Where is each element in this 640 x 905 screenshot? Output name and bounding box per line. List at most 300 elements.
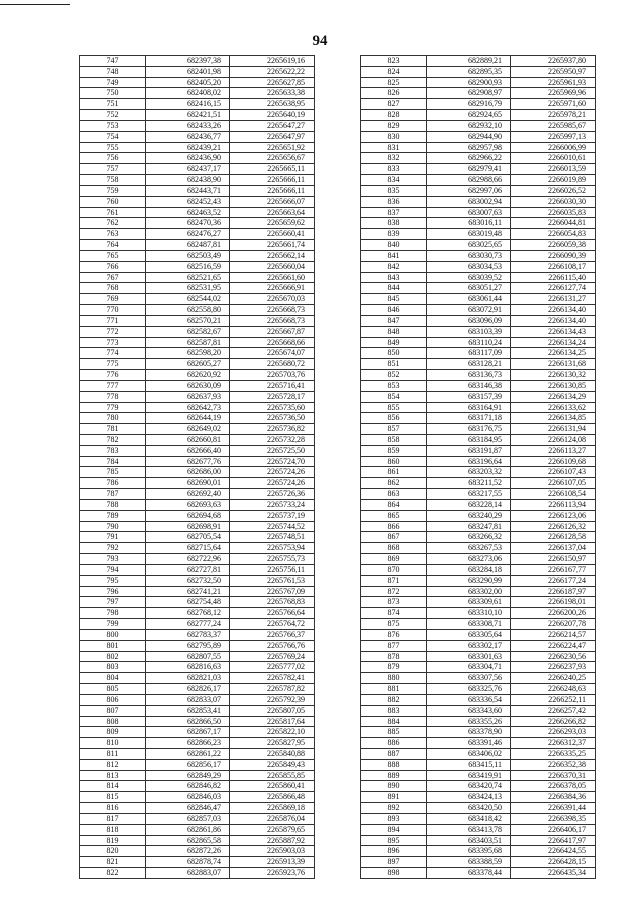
x-coordinate-cell: 683420,50 — [427, 803, 511, 814]
y-coordinate-cell: 2265971,60 — [511, 99, 596, 110]
x-coordinate-cell: 683343,60 — [427, 705, 511, 716]
x-coordinate-cell: 683267,53 — [427, 543, 511, 554]
y-coordinate-cell: 2266237,93 — [511, 662, 596, 673]
x-coordinate-cell: 683336,54 — [427, 694, 511, 705]
x-coordinate-cell: 683072,91 — [427, 305, 511, 316]
y-coordinate-cell: 2265766,64 — [230, 608, 315, 619]
point-number-cell: 809 — [80, 727, 146, 738]
table-row — [80, 770, 315, 781]
x-coordinate-cell: 682605,27 — [146, 359, 230, 370]
x-coordinate-cell: 682443,71 — [146, 185, 230, 196]
x-coordinate-cell: 683395,68 — [427, 846, 511, 857]
point-number-cell: 829 — [361, 120, 427, 131]
table-row — [361, 586, 596, 597]
x-coordinate-cell: 682693,63 — [146, 499, 230, 510]
table-row — [80, 694, 315, 705]
x-coordinate-cell: 683103,39 — [427, 326, 511, 337]
y-coordinate-cell: 2266134,43 — [511, 326, 596, 337]
point-number-cell: 766 — [80, 261, 146, 272]
x-coordinate-cell: 683016,11 — [427, 218, 511, 229]
x-coordinate-cell: 683034,53 — [427, 261, 511, 272]
table-row — [80, 153, 315, 164]
table-row — [80, 240, 315, 251]
point-number-cell: 765 — [80, 250, 146, 261]
y-coordinate-cell: 2266054,83 — [511, 229, 596, 240]
table-row — [361, 196, 596, 207]
point-number-cell: 893 — [361, 813, 427, 824]
table-row — [361, 554, 596, 565]
x-coordinate-cell: 682487,81 — [146, 240, 230, 251]
table-row — [361, 185, 596, 196]
y-coordinate-cell: 2265735,60 — [230, 402, 315, 413]
point-number-cell: 773 — [80, 337, 146, 348]
table-row — [80, 868, 315, 879]
point-number-cell: 793 — [80, 554, 146, 565]
x-coordinate-cell: 682598,20 — [146, 348, 230, 359]
point-number-cell: 823 — [361, 56, 427, 67]
point-number-cell: 759 — [80, 185, 146, 196]
x-coordinate-cell: 683403,51 — [427, 835, 511, 846]
x-coordinate-cell: 682900,93 — [427, 77, 511, 88]
table-row — [80, 359, 315, 370]
point-number-cell: 881 — [361, 684, 427, 695]
x-coordinate-cell: 682908,97 — [427, 88, 511, 99]
point-number-cell: 761 — [80, 207, 146, 218]
x-coordinate-cell: 682397,38 — [146, 56, 230, 67]
y-coordinate-cell: 2265666,11 — [230, 175, 315, 186]
y-coordinate-cell: 2266134,29 — [511, 391, 596, 402]
table-row — [80, 608, 315, 619]
y-coordinate-cell: 2265764,72 — [230, 619, 315, 630]
y-coordinate-cell: 2265666,07 — [230, 196, 315, 207]
table-row — [361, 608, 596, 619]
x-coordinate-cell: 683266,32 — [427, 532, 511, 543]
y-coordinate-cell: 2265737,19 — [230, 510, 315, 521]
x-coordinate-cell: 683420,74 — [427, 781, 511, 792]
y-coordinate-cell: 2265665,11 — [230, 164, 315, 175]
table-row — [80, 315, 315, 326]
x-coordinate-cell: 682826,17 — [146, 684, 230, 695]
y-coordinate-cell: 2265703,76 — [230, 370, 315, 381]
y-coordinate-cell: 2266150,97 — [511, 554, 596, 565]
y-coordinate-cell: 2265840,88 — [230, 749, 315, 760]
table-row — [361, 305, 596, 316]
y-coordinate-cell: 2266010,61 — [511, 153, 596, 164]
header-rule — [0, 4, 70, 5]
x-coordinate-cell: 682866,23 — [146, 738, 230, 749]
y-coordinate-cell: 2265876,04 — [230, 813, 315, 824]
x-coordinate-cell: 683051,27 — [427, 283, 511, 294]
table-row — [361, 868, 596, 879]
point-number-cell: 824 — [361, 66, 427, 77]
point-number-cell: 879 — [361, 662, 427, 673]
x-coordinate-cell: 682768,12 — [146, 608, 230, 619]
table-row — [80, 175, 315, 186]
y-coordinate-cell: 2265822,10 — [230, 727, 315, 738]
y-coordinate-cell: 2266113,94 — [511, 499, 596, 510]
y-coordinate-cell: 2265787,82 — [230, 684, 315, 695]
table-row — [361, 803, 596, 814]
table-row — [80, 489, 315, 500]
point-number-cell: 795 — [80, 575, 146, 586]
table-row — [80, 564, 315, 575]
table-row — [80, 391, 315, 402]
point-number-cell: 858 — [361, 434, 427, 445]
table-row — [80, 348, 315, 359]
table-row — [80, 196, 315, 207]
x-coordinate-cell: 683240,29 — [427, 510, 511, 521]
table-row — [361, 337, 596, 348]
x-coordinate-cell: 682966,22 — [427, 153, 511, 164]
y-coordinate-cell: 2266167,77 — [511, 564, 596, 575]
point-number-cell: 791 — [80, 532, 146, 543]
table-row — [80, 380, 315, 391]
table-row — [361, 467, 596, 478]
table-row — [361, 619, 596, 630]
table-row — [80, 597, 315, 608]
table-row — [80, 229, 315, 240]
point-number-cell: 785 — [80, 467, 146, 478]
table-row — [361, 240, 596, 251]
y-coordinate-cell: 2265950,97 — [511, 66, 596, 77]
table-row — [361, 88, 596, 99]
table-row — [361, 110, 596, 121]
y-coordinate-cell: 2266035,83 — [511, 207, 596, 218]
y-coordinate-cell: 2265866,48 — [230, 792, 315, 803]
table-row — [80, 110, 315, 121]
y-coordinate-cell: 2266384,36 — [511, 792, 596, 803]
y-coordinate-cell: 2266370,31 — [511, 770, 596, 781]
x-coordinate-cell: 682846,47 — [146, 803, 230, 814]
point-number-cell: 886 — [361, 738, 427, 749]
table-row — [361, 229, 596, 240]
y-coordinate-cell: 2265638,95 — [230, 99, 315, 110]
table-row — [80, 803, 315, 814]
x-coordinate-cell: 682883,07 — [146, 868, 230, 879]
point-number-cell: 888 — [361, 759, 427, 770]
x-coordinate-cell: 682698,91 — [146, 521, 230, 532]
y-coordinate-cell: 2265961,93 — [511, 77, 596, 88]
point-number-cell: 752 — [80, 110, 146, 121]
x-coordinate-cell: 682439,21 — [146, 142, 230, 153]
table-row — [80, 218, 315, 229]
y-coordinate-cell: 2265724,26 — [230, 478, 315, 489]
table-row — [361, 131, 596, 142]
x-coordinate-cell: 682924,65 — [427, 110, 511, 121]
y-coordinate-cell: 2266240,25 — [511, 673, 596, 684]
x-coordinate-cell: 683228,14 — [427, 499, 511, 510]
point-number-cell: 802 — [80, 651, 146, 662]
x-coordinate-cell: 682715,64 — [146, 543, 230, 554]
point-number-cell: 842 — [361, 261, 427, 272]
y-coordinate-cell: 2265724,26 — [230, 467, 315, 478]
y-coordinate-cell: 2265627,85 — [230, 77, 315, 88]
table-row — [80, 499, 315, 510]
x-coordinate-cell: 682642,73 — [146, 402, 230, 413]
x-coordinate-cell: 682692,40 — [146, 489, 230, 500]
point-number-cell: 863 — [361, 489, 427, 500]
x-coordinate-cell: 682438,90 — [146, 175, 230, 186]
x-coordinate-cell: 682476,27 — [146, 229, 230, 240]
y-coordinate-cell: 2266137,04 — [511, 543, 596, 554]
table-row — [361, 499, 596, 510]
y-coordinate-cell: 2266130,85 — [511, 380, 596, 391]
table-row — [80, 402, 315, 413]
table-row — [361, 651, 596, 662]
y-coordinate-cell: 2265869,18 — [230, 803, 315, 814]
point-number-cell: 815 — [80, 792, 146, 803]
point-number-cell: 843 — [361, 272, 427, 283]
point-number-cell: 777 — [80, 380, 146, 391]
x-coordinate-cell: 683302,17 — [427, 640, 511, 651]
y-coordinate-cell: 2265997,13 — [511, 131, 596, 142]
x-coordinate-cell: 682783,37 — [146, 629, 230, 640]
table-row — [361, 770, 596, 781]
table-row — [361, 857, 596, 868]
y-coordinate-cell: 2265753,94 — [230, 543, 315, 554]
point-number-cell: 804 — [80, 673, 146, 684]
table-row — [361, 738, 596, 749]
x-coordinate-cell: 682732,50 — [146, 575, 230, 586]
point-number-cell: 854 — [361, 391, 427, 402]
y-coordinate-cell: 2266131,94 — [511, 424, 596, 435]
table-row — [361, 727, 596, 738]
x-coordinate-cell: 683030,73 — [427, 250, 511, 261]
point-number-cell: 792 — [80, 543, 146, 554]
point-number-cell: 835 — [361, 185, 427, 196]
point-number-cell: 751 — [80, 99, 146, 110]
point-number-cell: 851 — [361, 359, 427, 370]
y-coordinate-cell: 2265659,62 — [230, 218, 315, 229]
y-coordinate-cell: 2266248,63 — [511, 684, 596, 695]
y-coordinate-cell: 2266134,24 — [511, 337, 596, 348]
y-coordinate-cell: 2265668,73 — [230, 315, 315, 326]
table-row — [361, 835, 596, 846]
y-coordinate-cell: 2265733,24 — [230, 499, 315, 510]
point-number-cell: 834 — [361, 175, 427, 186]
y-coordinate-cell: 2266257,42 — [511, 705, 596, 716]
table-row — [361, 705, 596, 716]
point-number-cell: 767 — [80, 272, 146, 283]
point-number-cell: 780 — [80, 413, 146, 424]
y-coordinate-cell: 2266435,34 — [511, 868, 596, 879]
y-coordinate-cell: 2265817,64 — [230, 716, 315, 727]
table-row — [80, 207, 315, 218]
y-coordinate-cell: 2266224,47 — [511, 640, 596, 651]
table-row — [80, 781, 315, 792]
point-number-cell: 818 — [80, 824, 146, 835]
y-coordinate-cell: 2266417,97 — [511, 835, 596, 846]
y-coordinate-cell: 2265662,14 — [230, 250, 315, 261]
y-coordinate-cell: 2265879,65 — [230, 824, 315, 835]
y-coordinate-cell: 2265666,11 — [230, 185, 315, 196]
table-row — [80, 131, 315, 142]
point-number-cell: 883 — [361, 705, 427, 716]
x-coordinate-cell: 682878,74 — [146, 857, 230, 868]
y-coordinate-cell: 2265755,73 — [230, 554, 315, 565]
x-coordinate-cell: 683388,59 — [427, 857, 511, 868]
point-number-cell: 857 — [361, 424, 427, 435]
point-number-cell: 788 — [80, 499, 146, 510]
x-coordinate-cell: 683304,71 — [427, 662, 511, 673]
point-number-cell: 865 — [361, 510, 427, 521]
y-coordinate-cell: 2266127,74 — [511, 283, 596, 294]
point-number-cell: 768 — [80, 283, 146, 294]
point-number-cell: 828 — [361, 110, 427, 121]
table-row — [80, 283, 315, 294]
x-coordinate-cell: 683424,13 — [427, 792, 511, 803]
point-number-cell: 898 — [361, 868, 427, 879]
x-coordinate-cell: 682857,03 — [146, 813, 230, 824]
x-coordinate-cell: 682979,41 — [427, 164, 511, 175]
y-coordinate-cell: 2265782,41 — [230, 673, 315, 684]
table-row — [80, 738, 315, 749]
table-row — [361, 749, 596, 760]
table-row — [361, 283, 596, 294]
table-row — [80, 164, 315, 175]
y-coordinate-cell: 2265724,70 — [230, 456, 315, 467]
x-coordinate-cell: 682677,76 — [146, 456, 230, 467]
x-coordinate-cell: 683309,61 — [427, 597, 511, 608]
y-coordinate-cell: 2266134,40 — [511, 305, 596, 316]
table-row — [80, 759, 315, 770]
y-coordinate-cell: 2265860,41 — [230, 781, 315, 792]
point-number-cell: 763 — [80, 229, 146, 240]
x-coordinate-cell: 683019,48 — [427, 229, 511, 240]
y-coordinate-cell: 2266124,08 — [511, 434, 596, 445]
table-row — [361, 413, 596, 424]
y-coordinate-cell: 2265903,03 — [230, 846, 315, 857]
x-coordinate-cell: 683301,63 — [427, 651, 511, 662]
y-coordinate-cell: 2266113,27 — [511, 445, 596, 456]
y-coordinate-cell: 2265767,09 — [230, 586, 315, 597]
table-row — [80, 651, 315, 662]
x-coordinate-cell: 683419,91 — [427, 770, 511, 781]
table-row — [80, 824, 315, 835]
point-number-cell: 838 — [361, 218, 427, 229]
table-row — [80, 185, 315, 196]
y-coordinate-cell: 2266214,57 — [511, 629, 596, 640]
x-coordinate-cell: 682895,35 — [427, 66, 511, 77]
coordinates-table-left — [79, 55, 315, 879]
y-coordinate-cell: 2266378,05 — [511, 781, 596, 792]
y-coordinate-cell: 2266131,68 — [511, 359, 596, 370]
x-coordinate-cell: 682570,21 — [146, 315, 230, 326]
y-coordinate-cell: 2265761,53 — [230, 575, 315, 586]
y-coordinate-cell: 2265667,87 — [230, 326, 315, 337]
x-coordinate-cell: 683061,44 — [427, 294, 511, 305]
y-coordinate-cell: 2266406,17 — [511, 824, 596, 835]
table-row — [361, 391, 596, 402]
table-row — [80, 261, 315, 272]
x-coordinate-cell: 682932,10 — [427, 120, 511, 131]
x-coordinate-cell: 682544,02 — [146, 294, 230, 305]
x-coordinate-cell: 682727,81 — [146, 564, 230, 575]
point-number-cell: 797 — [80, 597, 146, 608]
point-number-cell: 872 — [361, 586, 427, 597]
point-number-cell: 807 — [80, 705, 146, 716]
point-number-cell: 812 — [80, 759, 146, 770]
table-row — [361, 207, 596, 218]
point-number-cell: 867 — [361, 532, 427, 543]
table-row — [80, 749, 315, 760]
y-coordinate-cell: 2265680,72 — [230, 359, 315, 370]
x-coordinate-cell: 682463,52 — [146, 207, 230, 218]
x-coordinate-cell: 682795,89 — [146, 640, 230, 651]
table-row — [80, 521, 315, 532]
x-coordinate-cell: 682690,01 — [146, 478, 230, 489]
table-row — [361, 164, 596, 175]
point-number-cell: 757 — [80, 164, 146, 175]
table-row — [80, 413, 315, 424]
x-coordinate-cell: 683039,52 — [427, 272, 511, 283]
point-number-cell: 855 — [361, 402, 427, 413]
point-number-cell: 782 — [80, 434, 146, 445]
x-coordinate-cell: 683136,73 — [427, 370, 511, 381]
table-row — [361, 716, 596, 727]
table-row — [80, 142, 315, 153]
y-coordinate-cell: 2265766,37 — [230, 629, 315, 640]
point-number-cell: 849 — [361, 337, 427, 348]
table-row — [361, 272, 596, 283]
point-number-cell: 774 — [80, 348, 146, 359]
table-row — [361, 824, 596, 835]
x-coordinate-cell: 683273,06 — [427, 554, 511, 565]
point-number-cell: 805 — [80, 684, 146, 695]
x-coordinate-cell: 682666,40 — [146, 445, 230, 456]
y-coordinate-cell: 2266335,25 — [511, 749, 596, 760]
x-coordinate-cell: 683025,65 — [427, 240, 511, 251]
table-row — [361, 521, 596, 532]
table-row — [361, 456, 596, 467]
table-row — [80, 554, 315, 565]
x-coordinate-cell: 683307,56 — [427, 673, 511, 684]
y-coordinate-cell: 2266134,85 — [511, 413, 596, 424]
point-number-cell: 817 — [80, 813, 146, 824]
x-coordinate-cell: 682421,51 — [146, 110, 230, 121]
table-row — [80, 543, 315, 554]
point-number-cell: 778 — [80, 391, 146, 402]
table-row — [80, 434, 315, 445]
x-coordinate-cell: 683110,24 — [427, 337, 511, 348]
point-number-cell: 771 — [80, 315, 146, 326]
point-number-cell: 866 — [361, 521, 427, 532]
table-row — [361, 261, 596, 272]
x-coordinate-cell: 682856,17 — [146, 759, 230, 770]
point-number-cell: 847 — [361, 315, 427, 326]
point-number-cell: 764 — [80, 240, 146, 251]
table-row — [361, 66, 596, 77]
y-coordinate-cell: 2265744,52 — [230, 521, 315, 532]
x-coordinate-cell: 682777,24 — [146, 619, 230, 630]
point-number-cell: 845 — [361, 294, 427, 305]
point-number-cell: 853 — [361, 380, 427, 391]
point-number-cell: 871 — [361, 575, 427, 586]
x-coordinate-cell: 683391,46 — [427, 738, 511, 749]
table-row — [361, 684, 596, 695]
y-coordinate-cell: 2265674,07 — [230, 348, 315, 359]
x-coordinate-cell: 682694,68 — [146, 510, 230, 521]
x-coordinate-cell: 682865,58 — [146, 835, 230, 846]
x-coordinate-cell: 682807,55 — [146, 651, 230, 662]
x-coordinate-cell: 683406,02 — [427, 749, 511, 760]
y-coordinate-cell: 2265622,22 — [230, 66, 315, 77]
table-row — [361, 99, 596, 110]
point-number-cell: 860 — [361, 456, 427, 467]
table-row — [80, 727, 315, 738]
point-number-cell: 779 — [80, 402, 146, 413]
y-coordinate-cell: 2266013,59 — [511, 164, 596, 175]
